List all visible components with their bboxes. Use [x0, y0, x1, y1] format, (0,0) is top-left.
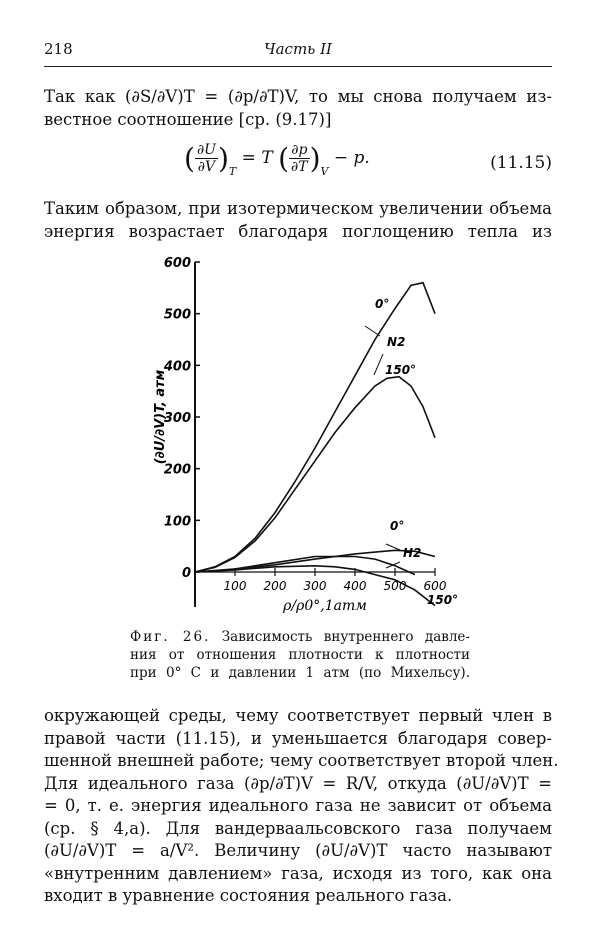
pointer-line — [374, 354, 383, 375]
fraction-numerator: ∂p — [289, 142, 310, 159]
caption-line: при 0° С и давлении 1 атм (по Михельсу). — [130, 665, 470, 681]
y-tick-label: 500 — [163, 307, 191, 323]
series-label: N2 — [387, 335, 406, 349]
equation-11-15 — [44, 140, 552, 190]
text-line: Для идеального газа (∂p/∂T)V = R/V, откуда (∂U/∂V)T = — [44, 773, 552, 793]
header-rule — [44, 66, 552, 67]
intro-paragraph — [44, 86, 552, 131]
y-tick-label: 300 — [163, 411, 191, 426]
x-tick-label: 100 — [223, 579, 247, 593]
caption-line: ния от отношения плотности к плотности — [130, 647, 470, 663]
text-line: Так как (∂S/∂V)T = (∂p/∂T)V, то мы снова получаем из- — [44, 87, 552, 106]
chart-svg — [150, 250, 470, 620]
subscript: V — [320, 165, 329, 178]
text-line: шенной внешней работе; чему соответствует второй член. — [44, 751, 559, 770]
text-line: «внутренним давлением» газа, исходя из того, как она — [44, 863, 552, 883]
figure-26 — [150, 250, 470, 620]
fraction-denominator: ∂V — [197, 159, 216, 175]
fraction-numerator: ∂U — [196, 142, 216, 158]
x-tick-label: 400 — [343, 579, 367, 593]
paren: ) — [309, 142, 321, 175]
x-tick-label: 300 — [303, 579, 327, 593]
page-number: 218 — [44, 40, 73, 58]
y-axis-label: (∂U/∂V)T, атм — [153, 369, 168, 465]
series-label: 0° — [390, 519, 405, 533]
caption-label: Фиг. 26. — [130, 629, 211, 645]
x-tick-label: 600 — [423, 579, 447, 593]
caption-line — [130, 628, 470, 646]
paren: ( — [278, 142, 290, 175]
y-tick-label: 0 — [181, 566, 191, 581]
caption-text: Зависимость внутреннего давле- — [221, 629, 470, 645]
equation-body — [184, 142, 370, 178]
equation-tail: − p. — [333, 148, 370, 168]
series-label: 150° — [385, 363, 417, 377]
fraction — [289, 142, 310, 175]
paren: ) — [217, 142, 229, 175]
subscript: T — [228, 165, 237, 178]
text-line: правой части (11.15), и уменьшается благодаря совер- — [44, 728, 552, 748]
y-tick-label: 600 — [163, 256, 191, 271]
y-tick-label: 200 — [163, 462, 191, 478]
fraction-denominator: ∂T — [291, 159, 308, 175]
series-label: H2 — [403, 546, 422, 560]
text-line: (∂U/∂V)T = a/V². Величину (∂U/∂V)T часто называют — [44, 841, 552, 860]
series-label: 150° — [427, 593, 459, 607]
y-tick-label: 400 — [163, 359, 191, 375]
figure-caption — [130, 628, 470, 682]
series-line — [195, 377, 435, 572]
x-tick-label: 500 — [383, 579, 407, 593]
text-line: = 0, т. е. энергия идеального газа не зависит от объема — [44, 796, 552, 815]
series-label: 0° — [375, 297, 390, 311]
text-line: (ср. § 4,а). Для вандерваальсовского газа получаем — [44, 818, 552, 838]
fraction — [195, 142, 218, 175]
section-title: Часть II — [264, 40, 332, 58]
equation-number: (11.15) — [490, 153, 552, 173]
paren: ( — [184, 142, 195, 175]
pointer-line — [365, 326, 380, 336]
paragraph-3 — [44, 705, 559, 908]
text-line: вестное соотношение [ср. (9.17)] — [44, 109, 332, 129]
text-line: энергия возрастает благодаря поглощению тепла из — [44, 221, 552, 241]
text-line: Таким образом, при изотермическом увеличении объема — [44, 199, 552, 218]
equation-mid: = T — [241, 148, 273, 168]
text-line: окружающей среды, чему соответствует первый член в — [44, 706, 552, 725]
paragraph-2 — [44, 198, 552, 243]
text-line: входит в уравнение состояния реального газа. — [44, 886, 453, 905]
x-axis-label: ρ/ρ0°,1атм — [283, 598, 367, 614]
running-head — [44, 40, 552, 60]
pointer-line — [386, 544, 400, 550]
y-tick-label: 100 — [163, 514, 191, 530]
x-tick-label: 200 — [263, 579, 287, 593]
